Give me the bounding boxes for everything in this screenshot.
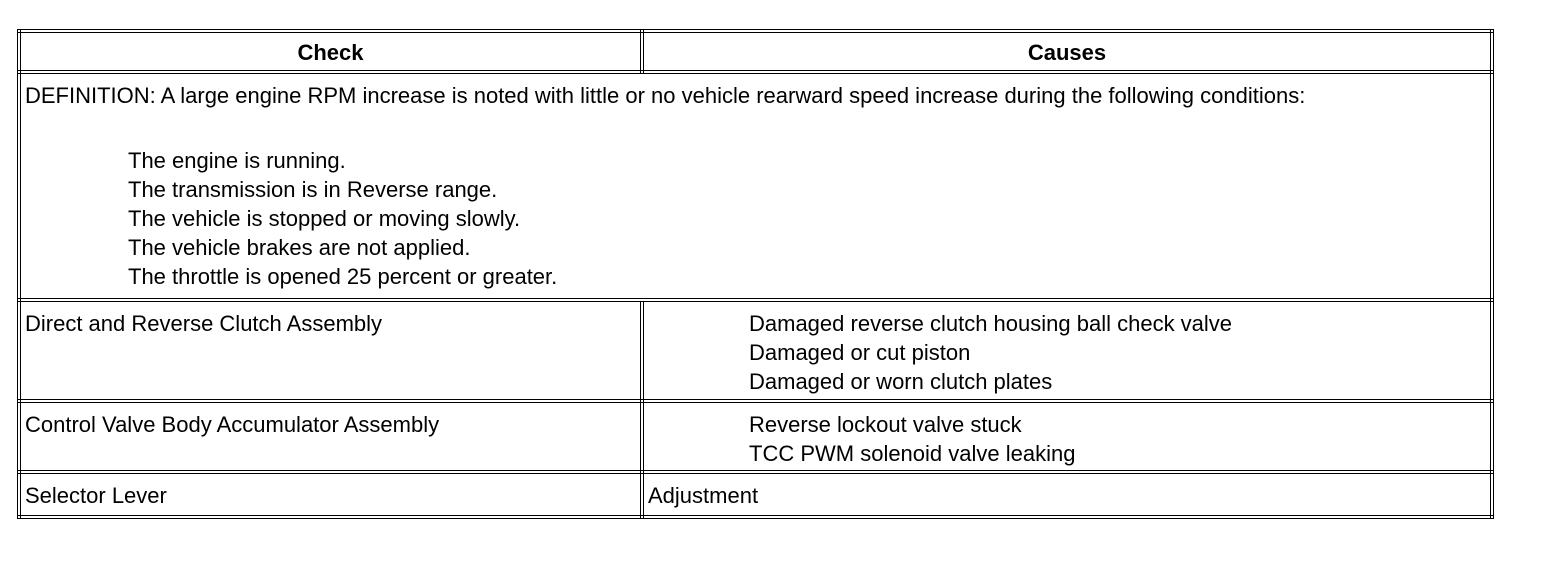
check-cell: Direct and Reverse Clutch Assembly	[19, 300, 642, 401]
cause-item: Damaged or cut piston	[749, 340, 971, 365]
definition-row	[19, 72, 1492, 300]
causes-cell	[642, 401, 1492, 472]
definition-cell	[19, 72, 1492, 300]
condition-item: The transmission is in Reverse range.	[128, 177, 498, 202]
cause-item: TCC PWM solenoid valve leaking	[749, 441, 1076, 466]
causes-cell	[642, 300, 1492, 401]
causes-cell	[642, 472, 1492, 517]
cause-list	[648, 309, 1490, 396]
causes-column-header: Causes	[642, 31, 1492, 72]
check-cell: Control Valve Body Accumulator Assembly	[19, 401, 642, 472]
cause-item: Damaged reverse clutch housing ball check valve	[749, 311, 1233, 336]
table-row	[19, 472, 1492, 517]
table-row	[19, 401, 1492, 472]
check-column-header: Check	[19, 31, 642, 72]
check-cell: Selector Lever	[19, 472, 642, 517]
cause-list	[648, 410, 1490, 468]
condition-item: The vehicle brakes are not applied.	[128, 235, 471, 260]
condition-item: The engine is running.	[128, 148, 346, 173]
condition-list	[25, 146, 1490, 291]
condition-item: The throttle is opened 25 percent or greater.	[128, 264, 558, 289]
definition-text: DEFINITION: A large engine RPM increase is noted with little or no vehicle rearward speed increase during the following conditions:	[25, 83, 1306, 108]
condition-item: The vehicle is stopped or moving slowly.	[128, 206, 521, 231]
cause-item: Damaged or worn clutch plates	[749, 369, 1053, 394]
cause-item: Adjustment	[648, 483, 759, 508]
diagnostic-table	[17, 29, 1494, 519]
table-row	[19, 300, 1492, 401]
header-row	[19, 31, 1492, 72]
cause-item: Reverse lockout valve stuck	[749, 412, 1022, 437]
